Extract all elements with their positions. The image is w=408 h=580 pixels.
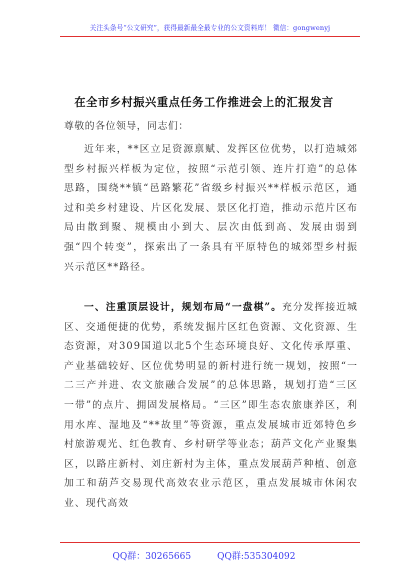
section-one-body: 充分发挥接近城区、交通便捷的优势，系统发掘片区红色资源、文化资源、生态资源，对309国道以北5个生态环境良好、文化传承厚重、产业基础较好、区位优势明显的新村进行统一规划，按照“一二三产并进、农文旅融合发展”的总体思路，规划打造“三区一带”的点片、拥固发展格局。“三区”即生态农旅康养区，利用水库、湿地及“**故里”等资源，重点发展城市近郊特色乡村旅游观光、红色教育、乡村研学等业态；葫芦文化产业聚集区，以路庄新村、刘庄新村为主体，重点发展葫芦种植、创意加工和葫芦交易现代高效农业示范区，重点发展城市休闲农业、现代高效 (64, 302, 358, 509)
footer (0, 549, 408, 562)
paragraph-section-one (64, 298, 358, 514)
footer-divider (60, 542, 360, 543)
salutation: 尊敬的各位领导，同志们： (64, 121, 189, 132)
header-banner: 关注头条号“公文研究”，获得最新最全最专业的公文资料库！ 微信：gongwenyj (89, 24, 331, 32)
header-divider (60, 36, 360, 37)
footer-qq-group-2: QQ群:535304092 (217, 552, 296, 562)
paragraph-intro: 近年来，**区立足资源禀赋、发挥区位优势，以打造城郊型乡村振兴样板为定位，按照“示范引领、连片打造”的总体思路，围绕**镇“邑路繁花”省级乡村振兴**样板示范区，通过和美乡村建设、片区化发展、景区化打造，推动示范片区布局由散到聚、规模由小到大、层次由低到高、发展由弱到强“四个转变”，探索出了一条具有平原特色的城郊型乡村振兴示范区**路径。 (64, 144, 358, 273)
section-one-heading: 一、注重顶层设计，规划布局“一盘棋”。 (84, 302, 282, 313)
footer-qq-group-1: QQ群：30265665 (112, 552, 192, 562)
document-title: 在全市乡村振兴重点任务工作推进会上的汇报发言 (74, 95, 334, 109)
